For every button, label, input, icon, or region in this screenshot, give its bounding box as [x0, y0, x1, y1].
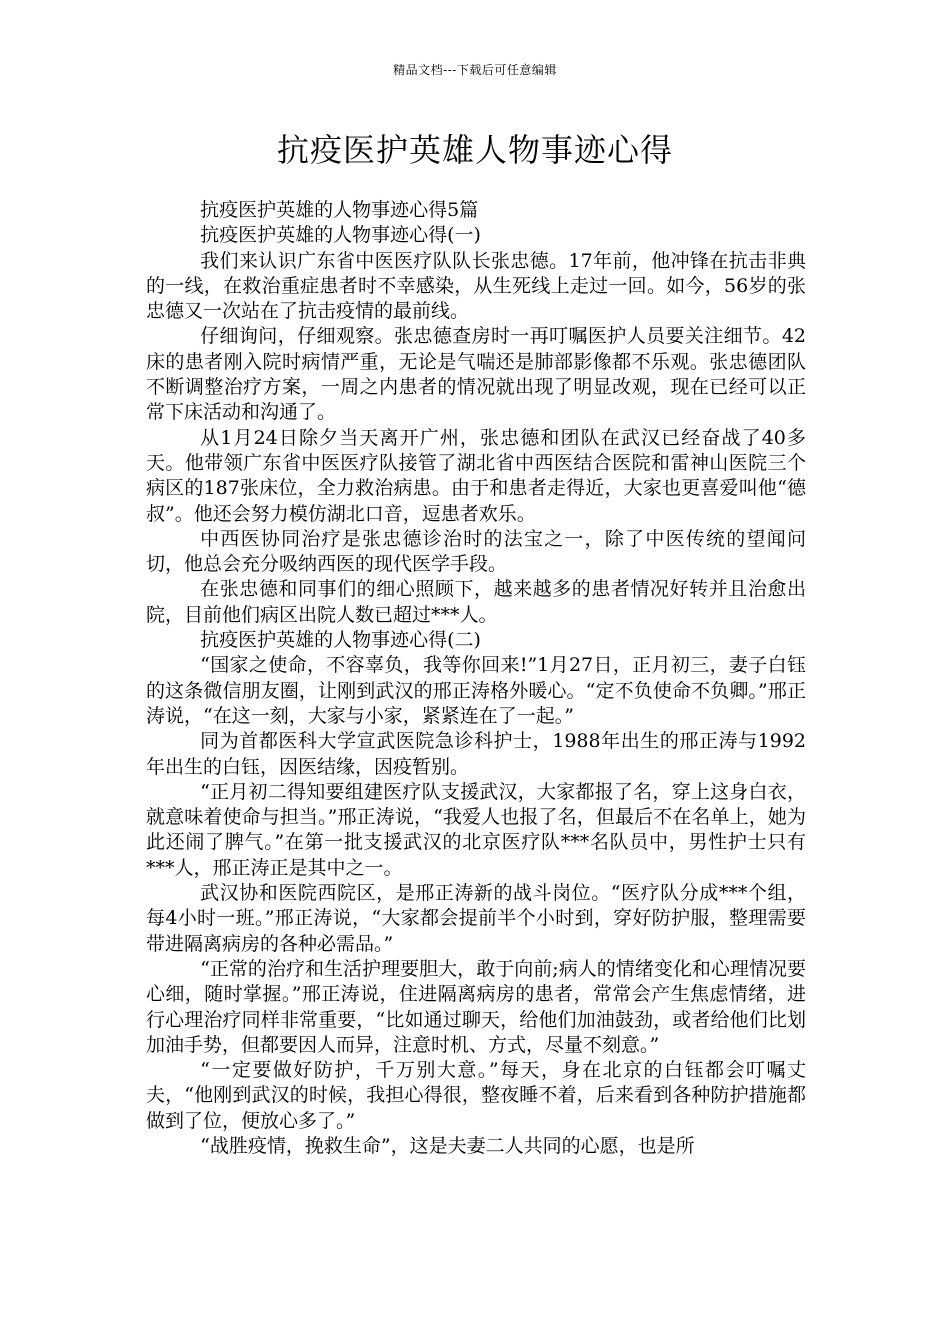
subtitle-line: 抗疫医护英雄的人物事迹心得5篇 [200, 199, 479, 221]
paragraph: 同为首都医科大学宣武医院急诊科护士，1988年出生的邢正涛与1992年出生的白钰，因医结缘，因疫暂别。 [146, 730, 806, 778]
section-heading-2: 抗疫医护英雄的人物事迹心得(二) [200, 629, 481, 652]
paragraph: 武汉协和医院西院区，是邢正涛新的战斗岗位。“医疗队分成***个组，每4小时一班。”邢正涛说，“大家都会提前半个小时到，穿好防护服，整理需要带进隔离病房的各种必需品。” [146, 882, 806, 955]
paragraph: “一定要做好防护，千万别大意。”每天，身在北京的白钰都会叮嘱丈夫，“他刚到武汉的时候，我担心得很，整夜睡不着，后来看到各种防护措施都做到了位，便放心多了。” [146, 1059, 806, 1132]
section-heading-1: 抗疫医护英雄的人物事迹心得(一) [200, 224, 481, 247]
paragraph: 在张忠德和同事们的细心照顾下，越来越多的患者情况好转并且治愈出院，目前他们病区出院人数已超过***人。 [146, 578, 806, 626]
header-note: 精品文档---下载后可任意编辑 [393, 63, 557, 77]
paragraph: 仔细询问，仔细观察。张忠德查房时一再叮嘱医护人员要关注细节。42床的患者刚入院时病情严重，无论是气喘还是肺部影像都不乐观。张忠德团队不断调整治疗方案，一周之内患者的情况就出现了明显改观，现在已经可以正常下床活动和沟通了。 [146, 325, 806, 424]
paragraph: “国家之使命，不容辜负，我等你回来!”1月27日，正月初三，妻子白钰的这条微信朋友圈，让刚到武汉的邢正涛格外暖心。“定不负使命不负卿。”邢正涛说，“在这一刻，大家与小家，紧紧连在了一起。” [146, 654, 806, 727]
document-body [146, 198, 806, 1159]
paragraph: “正月初二得知要组建医疗队支援武汉，大家都报了名，穿上这身白衣，就意味着使命与担当。”邢正涛说，“我爱人也报了名，但最后不在名单上，她为此还闹了脾气。”在第一批支援武汉的北京医疗队***名队员中，男性护士只有***人，邢正涛正是其中之一。 [146, 780, 806, 879]
paragraph: “战胜疫情，挽救生命”，这是夫妻二人共同的心愿，也是所 [200, 1134, 695, 1157]
paragraph: 我们来认识广东省中医医疗队队长张忠德。17年前，他冲锋在抗击非典的一线，在救治重症患者时不幸感染，从生死线上走过一回。如今，56岁的张忠德又一次站在了抗击疫情的最前线。 [146, 249, 806, 323]
paragraph: 中西医协同治疗是张忠德诊治时的法宝之一，除了中医传统的望闻问切，他总会充分吸纳西医的现代医学手段。 [146, 527, 806, 576]
paragraph: “正常的治疗和生活护理要胆大，敢于向前;病人的情绪变化和心理情况要心细，随时掌握。”邢正涛说，住进隔离病房的患者，常常会产生焦虑情绪，进行心理治疗同样非常重要，“比如通过聊天，给他们加油鼓劲，或者给他们比划加油手势，但都要因人而异，注意时机、方式，尽量不刻意。” [146, 957, 806, 1056]
paragraph: 从1月24日除夕当天离开广州，张忠德和团队在武汉已经奋战了40多天。他带领广东省中医医疗队接管了湖北省中西医结合医院和雷神山医院三个病区的187张床位，全力救治病患。由于和患者走得近，大家也更喜爱叫他“德叔”。他还会努力模仿湖北口音，逗患者欢乐。 [146, 426, 806, 525]
document-title: 抗疫医护英雄人物事迹心得 [276, 131, 673, 169]
